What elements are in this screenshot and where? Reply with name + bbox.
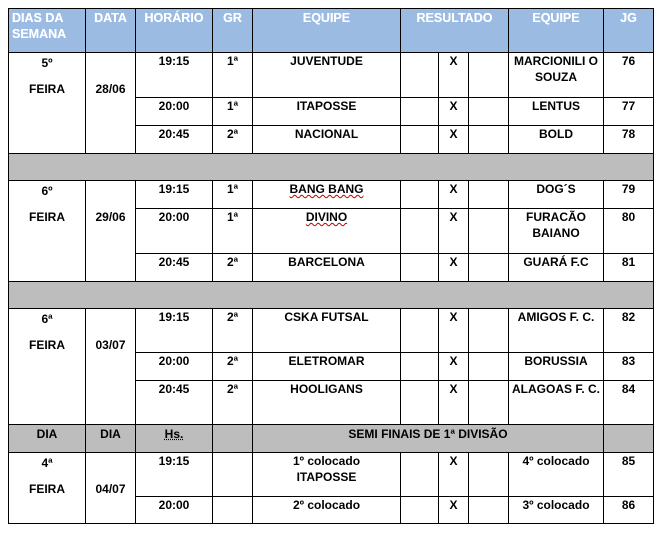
day-number: 5º: [41, 56, 53, 70]
score-away-cell: [469, 126, 509, 154]
score-away-cell: [469, 353, 509, 381]
time-cell: 19:15: [136, 53, 213, 98]
score-away-cell: [469, 309, 509, 353]
score-away-cell: [469, 53, 509, 98]
score-home-cell: [401, 353, 439, 381]
versus-cell: X: [439, 254, 469, 282]
score-home-cell: [401, 181, 439, 209]
header-days: DIAS DA SEMANA: [9, 9, 86, 53]
table-row: [9, 53, 654, 98]
group-cell: [213, 453, 253, 497]
home-team-cell: CSKA FUTSAL: [253, 309, 401, 353]
score-home-cell: [401, 126, 439, 154]
group-cell: [213, 497, 253, 524]
away-team-cell: ALAGOAS F. C.: [509, 381, 604, 425]
date-cell: 28/06: [86, 53, 136, 154]
semi-header-time-label: Hs.: [164, 427, 184, 441]
score-home-cell: [401, 497, 439, 524]
time-cell: 20:45: [136, 254, 213, 282]
header-row: [9, 9, 654, 53]
group-cell: 1ª: [213, 181, 253, 209]
away-team-cell: FURACÃO BAIANO: [509, 209, 604, 254]
semi-header-title: SEMI FINAIS DE 1ª DIVISÃO: [253, 425, 604, 453]
header-group: GR: [213, 9, 253, 53]
header-game: JG: [604, 9, 654, 53]
day-number: 6º: [41, 184, 53, 198]
semi-header-blank: [213, 425, 253, 453]
game-number-cell: 81: [604, 254, 654, 282]
score-home-cell: [401, 309, 439, 353]
day-number: 4ª: [41, 456, 53, 470]
semi-header-date: DIA: [86, 425, 136, 453]
header-time: HORÁRIO: [136, 9, 213, 53]
group-cell: 2ª: [213, 353, 253, 381]
home-team-name: BANG BANG: [289, 182, 364, 196]
game-number-cell: 86: [604, 497, 654, 524]
header-result: RESULTADO: [401, 9, 509, 53]
score-away-cell: [469, 209, 509, 254]
home-team-cell: BARCELONA: [253, 254, 401, 282]
score-home-cell: [401, 53, 439, 98]
group-cell: 2ª: [213, 126, 253, 154]
home-team-cell: [253, 181, 401, 209]
away-team-cell: GUARÁ F.C: [509, 254, 604, 282]
game-number-cell: 80: [604, 209, 654, 254]
versus-cell: X: [439, 497, 469, 524]
group-cell: 2ª: [213, 309, 253, 353]
score-away-cell: [469, 453, 509, 497]
date-cell: 04/07: [86, 453, 136, 524]
schedule-table: [8, 8, 654, 524]
group-cell: 2ª: [213, 381, 253, 425]
away-team-cell: 4º colocado: [509, 453, 604, 497]
versus-cell: X: [439, 53, 469, 98]
day-weekday: FEIRA: [29, 482, 65, 496]
time-cell: 20:00: [136, 209, 213, 254]
semi-header-time: [136, 425, 213, 453]
home-team-name: DIVINO: [305, 210, 348, 224]
header-date: DATA: [86, 9, 136, 53]
home-team-cell: ITAPOSSE: [253, 98, 401, 126]
game-number-cell: 83: [604, 353, 654, 381]
day-cell: [9, 53, 86, 154]
game-number-cell: 82: [604, 309, 654, 353]
time-cell: 20:00: [136, 353, 213, 381]
header-team-away: EQUIPE: [509, 9, 604, 53]
home-team-cell: [253, 209, 401, 254]
home-team-cell: 1º colocado ITAPOSSE: [253, 453, 401, 497]
game-number-cell: 76: [604, 53, 654, 98]
home-team-cell: ELETROMAR: [253, 353, 401, 381]
score-home-cell: [401, 381, 439, 425]
day-weekday: FEIRA: [29, 82, 65, 96]
versus-cell: X: [439, 181, 469, 209]
versus-cell: X: [439, 309, 469, 353]
table-row: [9, 181, 654, 209]
home-team-cell: JUVENTUDE: [253, 53, 401, 98]
group-cell: 1ª: [213, 53, 253, 98]
date-cell: 03/07: [86, 309, 136, 425]
away-team-cell: BOLD: [509, 126, 604, 154]
day-weekday: FEIRA: [29, 210, 65, 224]
away-team-cell: DOG´S: [509, 181, 604, 209]
versus-cell: X: [439, 209, 469, 254]
time-cell: 19:15: [136, 309, 213, 353]
separator-row: [9, 282, 654, 309]
score-away-cell: [469, 181, 509, 209]
day-weekday: FEIRA: [29, 338, 65, 352]
time-cell: 20:45: [136, 126, 213, 154]
score-away-cell: [469, 381, 509, 425]
away-team-cell: LENTUS: [509, 98, 604, 126]
day-number: 6ª: [41, 312, 53, 326]
header-team-home: EQUIPE: [253, 9, 401, 53]
day-cell: [9, 181, 86, 282]
date-cell: 29/06: [86, 181, 136, 282]
game-number-cell: 84: [604, 381, 654, 425]
home-team-cell: NACIONAL: [253, 126, 401, 154]
score-away-cell: [469, 254, 509, 282]
separator-cell: [9, 282, 654, 309]
away-team-cell: BORUSSIA: [509, 353, 604, 381]
table-row: [9, 453, 654, 497]
group-cell: 1ª: [213, 209, 253, 254]
home-team-cell: HOOLIGANS: [253, 381, 401, 425]
score-away-cell: [469, 497, 509, 524]
versus-cell: X: [439, 353, 469, 381]
versus-cell: X: [439, 381, 469, 425]
away-team-cell: 3º colocado: [509, 497, 604, 524]
time-cell: 19:15: [136, 181, 213, 209]
away-team-cell: MARCIONILI O SOUZA: [509, 53, 604, 98]
time-cell: 20:45: [136, 381, 213, 425]
versus-cell: X: [439, 126, 469, 154]
versus-cell: X: [439, 98, 469, 126]
game-number-cell: 77: [604, 98, 654, 126]
score-home-cell: [401, 209, 439, 254]
score-away-cell: [469, 98, 509, 126]
semi-header-day: DIA: [9, 425, 86, 453]
semi-header-blank-end: [604, 425, 654, 453]
score-home-cell: [401, 98, 439, 126]
game-number-cell: 79: [604, 181, 654, 209]
score-home-cell: [401, 254, 439, 282]
game-number-cell: 85: [604, 453, 654, 497]
separator-cell: [9, 154, 654, 181]
game-number-cell: 78: [604, 126, 654, 154]
time-cell: 20:00: [136, 497, 213, 524]
day-cell: [9, 453, 86, 524]
day-cell: [9, 309, 86, 425]
time-cell: 20:00: [136, 98, 213, 126]
versus-cell: X: [439, 453, 469, 497]
separator-row: [9, 154, 654, 181]
score-home-cell: [401, 453, 439, 497]
group-cell: 1ª: [213, 98, 253, 126]
semifinal-header-row: [9, 425, 654, 453]
group-cell: 2ª: [213, 254, 253, 282]
home-team-cell: 2º colocado: [253, 497, 401, 524]
table-row: [9, 309, 654, 353]
time-cell: 19:15: [136, 453, 213, 497]
away-team-cell: AMIGOS F. C.: [509, 309, 604, 353]
